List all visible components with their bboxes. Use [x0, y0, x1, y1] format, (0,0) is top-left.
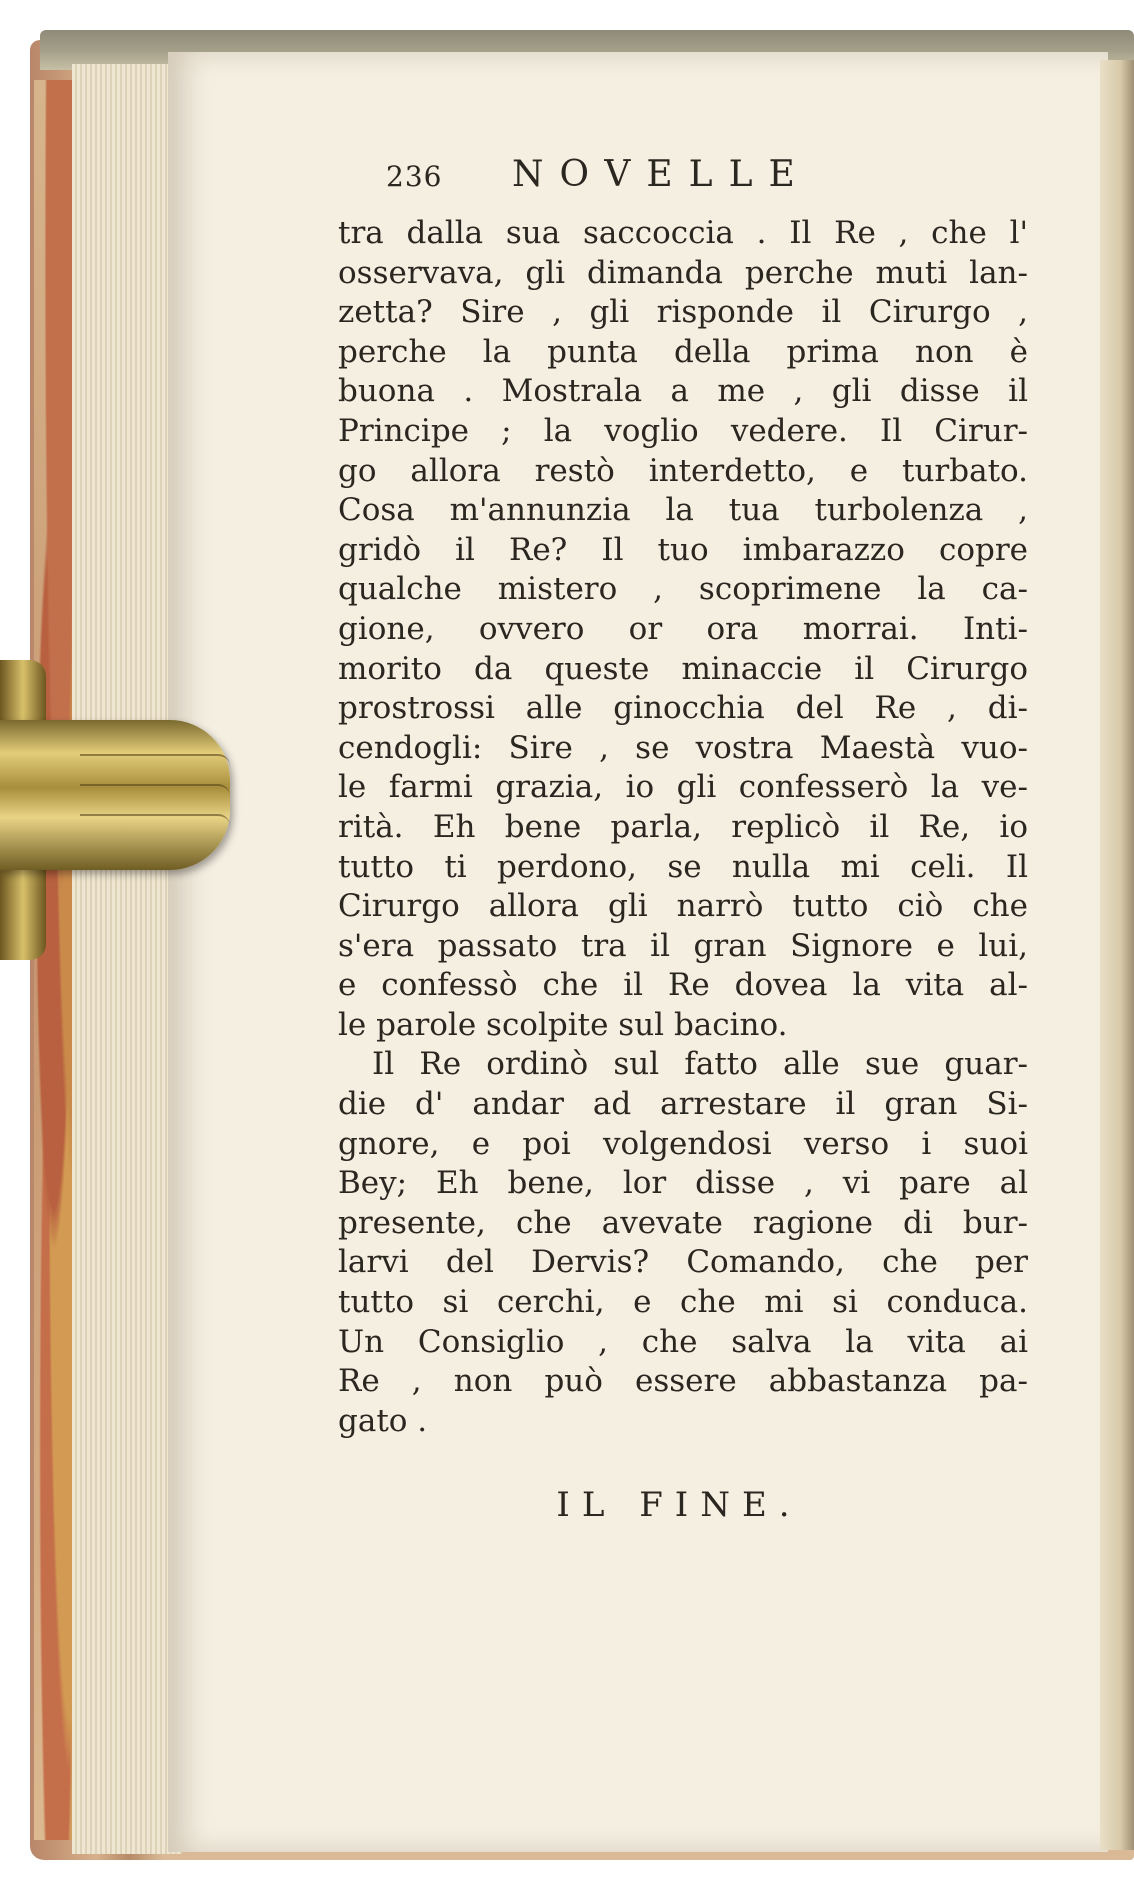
end-marker: IL FINE.: [556, 1485, 802, 1526]
text-line: tutto si cerchi, e che mi si conduca.: [338, 1284, 1028, 1321]
text-line: s'era passato tra il gran Signore e lui,: [338, 927, 1028, 964]
text-line: go allora restò interdetto, e turbato.: [338, 452, 1028, 489]
text-line: gnore, e poi volgendosi verso i suoi: [338, 1125, 1028, 1162]
text-line: Re , non può essere abbastanza pa-: [338, 1363, 1028, 1400]
page-text-block: [338, 154, 1028, 1526]
text-line: le parole scolpite sul bacino.: [338, 1006, 788, 1043]
facing-page-edge: [1100, 60, 1134, 1850]
text-line: morito da queste minaccie il Cirurgo: [338, 650, 1028, 687]
spacer: [338, 1441, 1028, 1485]
text-line: Il Re ordinò sul fatto alle sue guar-: [372, 1046, 1028, 1083]
text-line: cendogli: Sire , se vostra Maestà vuo-: [338, 729, 1028, 766]
running-title: NOVELLE: [512, 154, 811, 195]
text-line: rità. Eh bene parla, replicò il Re, io: [338, 808, 1028, 845]
text-line: Bey; Eh bene, lor disse , vi pare al: [338, 1165, 1028, 1202]
text-line: prostrossi alle ginocchia del Re , di-: [338, 690, 1028, 727]
running-head: [338, 154, 1028, 210]
text-line: Cosa m'annunzia la tua turbolenza ,: [338, 492, 1028, 529]
text-line: buona . Mostrala a me , gli disse il: [338, 373, 1028, 410]
text-line: tutto ti perdono, se nulla mi celi. Il: [338, 848, 1028, 885]
brass-clasp: [0, 660, 238, 960]
text-line: Cirurgo allora gli narrò tutto ciò che: [338, 888, 1028, 925]
page-number: 236: [386, 160, 443, 193]
text-line: gridò il Re? Il tuo imbarazzo copre: [338, 531, 1028, 568]
text-line: perche la punta della prima non è: [338, 333, 1028, 370]
text-line: zetta? Sire , gli risponde il Cirurgo ,: [338, 294, 1028, 331]
text-line: Un Consiglio , che salva la vita ai: [338, 1323, 1028, 1360]
text-line: osservava, gli dimanda perche muti lan-: [338, 254, 1028, 291]
text-line: presente, che avevate ragione di bur-: [338, 1204, 1028, 1241]
text-line: gione, ovvero or ora morrai. Inti-: [338, 610, 1028, 647]
text-line: larvi del Dervis? Comando, che per: [338, 1244, 1028, 1281]
text-line: qualche mistero , scoprimene la ca-: [338, 571, 1028, 608]
text-line: Principe ; la voglio vedere. Il Cirur-: [338, 412, 1028, 449]
clasp-hand: [0, 720, 230, 870]
text-line: le farmi grazia, io gli confesserò la ve-: [338, 769, 1028, 806]
text-line: gato .: [338, 1402, 428, 1439]
clasp-finger: [80, 754, 230, 778]
clasp-finger: [80, 784, 230, 808]
text-line: e confessò che il Re dovea la vita al-: [338, 967, 1028, 1004]
text-line: tra dalla sua saccoccia . Il Re , che l': [338, 215, 1028, 251]
text-line: die d' andar ad arrestare il gran Si-: [338, 1086, 1028, 1123]
clasp-finger: [80, 814, 230, 838]
